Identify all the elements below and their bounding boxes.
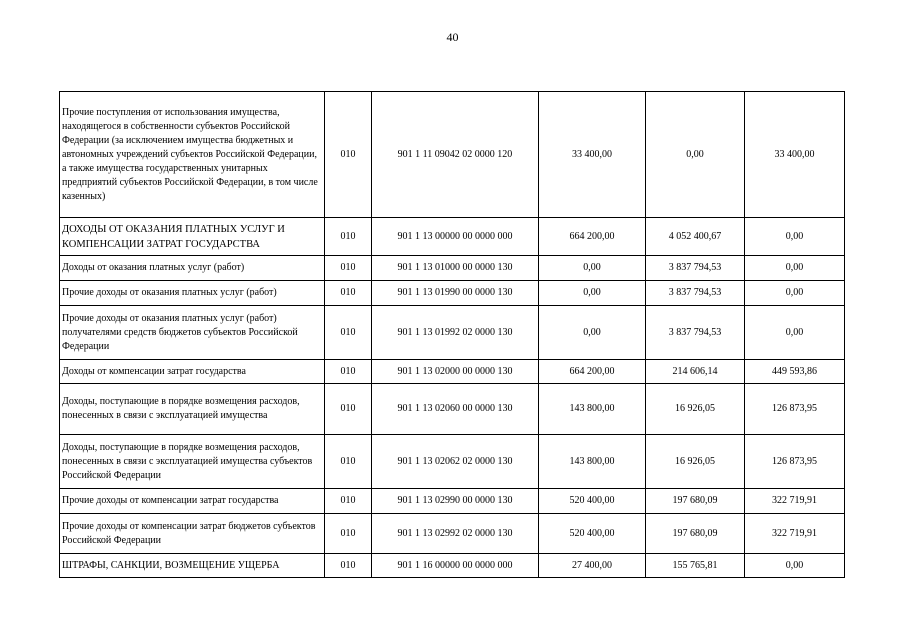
page-number: 40 (446, 30, 459, 44)
row-value-3: 0,00 (745, 306, 845, 360)
row-budget-code: 901 1 13 02060 00 0000 130 (372, 384, 539, 435)
table-row (60, 435, 845, 489)
row-value-1: 143 800,00 (539, 384, 646, 435)
row-value-1: 27 400,00 (539, 554, 646, 578)
row-value-2: 197 680,09 (646, 489, 745, 514)
row-name: Доходы от компенсации затрат государства (60, 360, 325, 384)
row-line-code: 010 (325, 281, 372, 306)
row-value-1: 143 800,00 (539, 435, 646, 489)
row-budget-code: 901 1 13 00000 00 0000 000 (372, 218, 539, 256)
row-budget-code: 901 1 13 01990 00 0000 130 (372, 281, 539, 306)
row-name: Прочие доходы от оказания платных услуг (работ) получателями средств бюджетов субъектов Российской Федерации (60, 306, 325, 360)
row-value-3: 449 593,86 (745, 360, 845, 384)
row-value-3: 126 873,95 (745, 435, 845, 489)
row-line-code: 010 (325, 218, 372, 256)
row-value-1: 0,00 (539, 281, 646, 306)
row-name: Доходы, поступающие в порядке возмещения расходов, понесенных в связи с эксплуатацией имущества (60, 384, 325, 435)
table-row (60, 489, 845, 514)
row-line-code: 010 (325, 384, 372, 435)
row-value-1: 520 400,00 (539, 514, 646, 554)
row-value-2: 3 837 794,53 (646, 281, 745, 306)
row-value-2: 3 837 794,53 (646, 256, 745, 281)
row-line-code: 010 (325, 514, 372, 554)
table-row (60, 360, 845, 384)
row-name: ДОХОДЫ ОТ ОКАЗАНИЯ ПЛАТНЫХ УСЛУГ И КОМПЕНСАЦИИ ЗАТРАТ ГОСУДАРСТВА (60, 218, 325, 256)
table-row (60, 554, 845, 578)
row-value-2: 3 837 794,53 (646, 306, 745, 360)
row-value-2: 155 765,81 (646, 554, 745, 578)
row-value-3: 0,00 (745, 554, 845, 578)
table-row (60, 92, 845, 218)
row-budget-code: 901 1 13 02992 02 0000 130 (372, 514, 539, 554)
row-name: Доходы, поступающие в порядке возмещения расходов, понесенных в связи с эксплуатацией имущества субъектов Российской Федерации (60, 435, 325, 489)
row-value-2: 214 606,14 (646, 360, 745, 384)
row-line-code: 010 (325, 554, 372, 578)
row-value-2: 16 926,05 (646, 435, 745, 489)
row-budget-code: 901 1 13 01992 02 0000 130 (372, 306, 539, 360)
row-value-2: 0,00 (646, 92, 745, 218)
row-name: Прочие поступления от использования имущества, находящегося в собственности субъектов Российской Федерации (за исключением имущества бюджетных и автономных учреждений субъектов Российской Федерации, а также имущества государственных унитарных предприятий субъектов Российской Федерации, в том числе казенных) (60, 92, 325, 218)
row-value-2: 4 052 400,67 (646, 218, 745, 256)
row-value-3: 0,00 (745, 218, 845, 256)
row-value-1: 0,00 (539, 306, 646, 360)
row-budget-code: 901 1 16 00000 00 0000 000 (372, 554, 539, 578)
row-line-code: 010 (325, 360, 372, 384)
row-line-code: 010 (325, 489, 372, 514)
table-row (60, 514, 845, 554)
table-row (60, 256, 845, 281)
row-name: Прочие доходы от компенсации затрат бюджетов субъектов Российской Федерации (60, 514, 325, 554)
row-name: ШТРАФЫ, САНКЦИИ, ВОЗМЕЩЕНИЕ УЩЕРБА (60, 554, 325, 578)
row-value-1: 664 200,00 (539, 360, 646, 384)
row-line-code: 010 (325, 256, 372, 281)
table-row (60, 306, 845, 360)
row-value-3: 322 719,91 (745, 514, 845, 554)
row-value-1: 33 400,00 (539, 92, 646, 218)
row-value-3: 126 873,95 (745, 384, 845, 435)
row-value-3: 33 400,00 (745, 92, 845, 218)
row-name: Прочие доходы от оказания платных услуг (работ) (60, 281, 325, 306)
table-row (60, 218, 845, 256)
row-budget-code: 901 1 13 02990 00 0000 130 (372, 489, 539, 514)
row-value-1: 520 400,00 (539, 489, 646, 514)
row-budget-code: 901 1 13 01000 00 0000 130 (372, 256, 539, 281)
row-value-1: 664 200,00 (539, 218, 646, 256)
row-line-code: 010 (325, 435, 372, 489)
row-value-3: 322 719,91 (745, 489, 845, 514)
row-budget-code: 901 1 13 02062 02 0000 130 (372, 435, 539, 489)
row-name: Доходы от оказания платных услуг (работ) (60, 256, 325, 281)
row-value-2: 16 926,05 (646, 384, 745, 435)
table-row (60, 384, 845, 435)
row-value-1: 0,00 (539, 256, 646, 281)
row-line-code: 010 (325, 92, 372, 218)
table-row (60, 281, 845, 306)
row-name: Прочие доходы от компенсации затрат государства (60, 489, 325, 514)
row-value-2: 197 680,09 (646, 514, 745, 554)
row-budget-code: 901 1 11 09042 02 0000 120 (372, 92, 539, 218)
row-budget-code: 901 1 13 02000 00 0000 130 (372, 360, 539, 384)
row-value-3: 0,00 (745, 281, 845, 306)
row-line-code: 010 (325, 306, 372, 360)
income-table (59, 91, 845, 578)
row-value-3: 0,00 (745, 256, 845, 281)
